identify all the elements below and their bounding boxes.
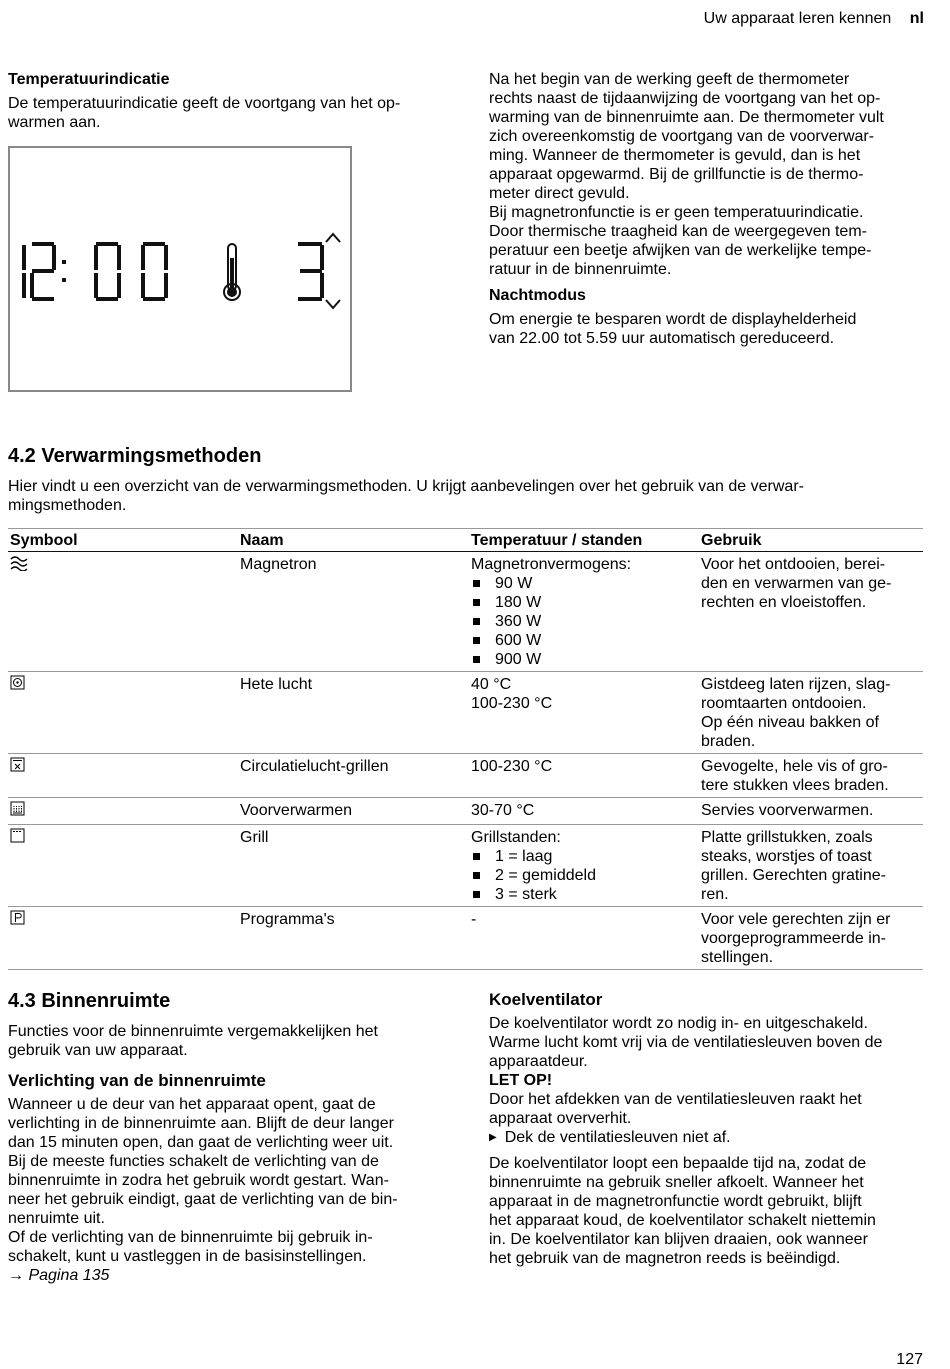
triangle-bullet-icon: ▶	[489, 1132, 497, 1143]
hot-air-icon	[10, 675, 26, 691]
page-header	[704, 10, 924, 28]
gebruik-line: tere stukken vlees braden.	[701, 777, 889, 794]
grill-icon	[10, 828, 26, 844]
lighting-line: nenruimte uit.	[8, 1210, 105, 1227]
digit-3	[298, 242, 324, 301]
temp-line: 40 °C	[471, 676, 512, 693]
lighting-line: neer het gebruik eindigt, gaat de verlichting van de bin-	[8, 1191, 398, 1208]
gebruik-line: Voor het ontdooien, berei-	[701, 556, 886, 573]
convection-grill-icon	[10, 757, 26, 773]
lighting-line: schakelt, kunt u vastleggen in de basisinstellingen.	[8, 1248, 367, 1265]
table-row	[8, 552, 923, 672]
temp-line: 100-230 °C	[471, 695, 553, 712]
col-naam: Naam	[238, 529, 469, 552]
header-language: nl	[909, 10, 924, 27]
temp-line: Grillstanden:	[471, 829, 561, 846]
lighting-line: verlichting in de binnenruimte aan. Blijft de deur langer	[8, 1115, 395, 1132]
gebruik-line: steaks, worstjes of toast	[701, 848, 872, 865]
table-header-row	[8, 529, 923, 552]
lighting-line: dan 15 minuten open, dan gaat de verlichting weer uit.	[8, 1134, 394, 1151]
preheat-icon	[10, 801, 26, 817]
list-item: 360 W	[471, 612, 697, 631]
temp-intro-line1: De temperatuurindicatie geeft de voortgang van het op-	[8, 95, 401, 112]
chevron-up-icon	[326, 234, 340, 242]
warning-title: LET OP!	[489, 1072, 553, 1089]
temp-right-line: Bij magnetronfunctie is er geen temperatuurindicatie.	[489, 204, 864, 221]
lighting-text	[8, 1095, 398, 1285]
table-row	[8, 754, 923, 798]
fan-line: binnenruimte na gebruik sneller afkoelt. Wanneer het	[489, 1174, 864, 1191]
gebruik-cell	[699, 552, 923, 672]
naam-cell: Magnetron	[238, 552, 469, 672]
gebruik-cell	[699, 825, 923, 907]
gebruik-cell	[699, 907, 923, 970]
gebruik-line: Op één niveau bakken of	[701, 714, 879, 731]
gebruik-line: grillen. Gerechten gratine-	[701, 867, 886, 884]
temp-right-line: apparaat opgewarmd. Bij de grillfunctie is de thermo-	[489, 166, 864, 183]
naam-cell: Hete lucht	[238, 672, 469, 754]
temp-right-line: ratuur in de binnenruimte.	[489, 261, 672, 278]
gebruik-line: Servies voorverwarmen.	[701, 802, 874, 819]
microwave-icon	[10, 555, 28, 571]
list-item: 900 W	[471, 650, 697, 669]
action-text: Dek de ventilatiesleuven niet af.	[504, 1129, 731, 1146]
night-line: van 22.00 tot 5.59 uur automatisch gereduceerd.	[489, 330, 835, 347]
symbol-cell	[8, 798, 238, 825]
temp-cell	[469, 907, 699, 970]
thermometer-icon	[224, 244, 240, 300]
fan-line: het gebruik van de magnetron reeds is beëindigd.	[489, 1250, 841, 1267]
digit-1	[22, 245, 26, 298]
temp-line: Magnetronvermogens:	[471, 556, 632, 573]
temp-title: Temperatuurindicatie	[8, 71, 170, 88]
digit-0a	[94, 242, 121, 301]
temp-line: -	[471, 911, 477, 928]
temp-right-line: Na het begin van de werking geeft de thermometer	[489, 71, 850, 88]
gebruik-line: roomtaarten ontdooien.	[701, 695, 867, 712]
lighting-line: binnenruimte in zodra het gebruik wordt gestart. Wan-	[8, 1172, 389, 1189]
list-item: 1 = laag	[471, 847, 697, 866]
gebruik-line: voorgeprogrammeerde in-	[701, 930, 886, 947]
temp-cell	[469, 825, 699, 907]
digit-2	[30, 242, 56, 301]
temp-cell	[469, 798, 699, 825]
temp-right-line: zich overeenkomstig de voortgang van de voorverwar-	[489, 128, 875, 145]
intro-line: Functies voor de binnenruimte vergemakkelijken het	[8, 1023, 378, 1040]
gebruik-line: Voor vele gerechten zijn er	[701, 911, 891, 928]
arrow-right-icon: →	[8, 1267, 24, 1284]
gebruik-line: ren.	[701, 886, 729, 903]
temp-cell	[469, 672, 699, 754]
grill-level-list	[471, 847, 697, 904]
fan-line: De koelventilator wordt zo nodig in- en uitgeschakeld.	[489, 1015, 868, 1032]
section-4-3-title: 4.3 Binnenruimte	[8, 990, 171, 1012]
warning-line: Door het afdekken van de ventilatiesleuven raakt het	[489, 1091, 862, 1108]
table-row	[8, 798, 923, 825]
section-4-2-title: 4.2 Verwarmingsmethoden	[8, 445, 262, 467]
page-reference[interactable]	[8, 1266, 398, 1285]
symbol-cell	[8, 754, 238, 798]
gebruik-line: Platte grillstukken, zoals	[701, 829, 873, 846]
list-item: 180 W	[471, 593, 697, 612]
list-item: 90 W	[471, 574, 697, 593]
gebruik-cell	[699, 754, 923, 798]
temp-right-line: peratuur een beetje afwijken van de werkelijke tempe-	[489, 242, 872, 259]
temp-right-line: rechts naast de tijdaanwijzing de voortgang van het op-	[489, 90, 881, 107]
night-mode-text	[489, 310, 856, 348]
temp-right-line: ming. Wanneer de thermometer is gevuld, dan is het	[489, 147, 861, 164]
night-mode-title: Nachtmodus	[489, 287, 586, 304]
fan-line: in. De koelventilator kan blijven draaien, ook wanneer	[489, 1231, 868, 1248]
heating-methods-table	[8, 528, 923, 970]
naam-cell: Circulatielucht-grillen	[238, 754, 469, 798]
page-reference-link[interactable]: Pagina 135	[28, 1267, 110, 1284]
temp-line: 30-70 °C	[471, 802, 535, 819]
chevron-down-icon	[326, 300, 340, 308]
intro-line: gebruik van uw apparaat.	[8, 1042, 188, 1059]
naam-cell: Voorverwarmen	[238, 798, 469, 825]
gebruik-cell	[699, 672, 923, 754]
symbol-cell	[8, 825, 238, 907]
table-row	[8, 907, 923, 970]
temp-intro-line2: warmen aan.	[8, 114, 101, 131]
naam-cell: Programma's	[238, 907, 469, 970]
fan-line: De koelventilator loopt een bepaalde tijd na, zodat de	[489, 1155, 867, 1172]
symbol-cell	[8, 907, 238, 970]
section-4-3-intro	[8, 1022, 378, 1060]
fan-line: apparaat in de magnetronfunctie wordt gebruikt, blijft	[489, 1193, 862, 1210]
gebruik-line: Gistdeeg laten rijzen, slag-	[701, 676, 891, 693]
section-4-2-intro-line2: mingsmethoden.	[8, 497, 127, 514]
temp-right-line: Door thermische traagheid kan de weergegeven tem-	[489, 223, 867, 240]
fan-title: Koelventilator	[489, 990, 603, 1009]
fan-line: apparaatdeur.	[489, 1053, 588, 1070]
temp-line: 100-230 °C	[471, 758, 553, 775]
gebruik-line: Gevogelte, hele vis of gro-	[701, 758, 888, 775]
fan-line: het apparaat koud, de koelventilator schakelt niettemin	[489, 1212, 876, 1229]
temp-right-text	[489, 70, 884, 279]
list-item: 2 = gemiddeld	[471, 866, 697, 885]
temp-right-line: meter direct gevuld.	[489, 185, 630, 202]
action-item	[489, 1128, 882, 1149]
fan-line: Warme lucht komt vrij via de ventilatiesleuven boven de	[489, 1034, 883, 1051]
gebruik-cell	[699, 798, 923, 825]
display-svg	[10, 148, 350, 390]
col-symbool: Symbool	[8, 529, 238, 552]
display-illustration	[8, 146, 352, 392]
list-item: 600 W	[471, 631, 697, 650]
table-row	[8, 825, 923, 907]
gebruik-line: rechten en vloeistoffen.	[701, 594, 867, 611]
table-row	[8, 672, 923, 754]
lighting-line: Wanneer u de deur van het apparaat opent, gaat de	[8, 1096, 376, 1113]
col-temperatuur: Temperatuur / standen	[469, 529, 699, 552]
colon	[62, 260, 66, 282]
program-icon	[10, 910, 26, 926]
night-line: Om energie te besparen wordt de displayhelderheid	[489, 311, 857, 328]
col-gebruik: Gebruik	[699, 529, 923, 552]
gebruik-line: den en verwarmen van ge-	[701, 575, 892, 592]
symbol-cell	[8, 672, 238, 754]
page-number: 127	[896, 1351, 923, 1368]
temp-cell	[469, 754, 699, 798]
naam-cell: Grill	[238, 825, 469, 907]
fan-text-1	[489, 1014, 882, 1149]
section-4-2-intro-line1: Hier vindt u een overzicht van de verwarmingsmethoden. U krijgt aanbevelingen over het gebruik van de verwar-	[8, 478, 804, 495]
header-section-title: Uw apparaat leren kennen	[703, 10, 892, 27]
lighting-line: Bij de meeste functies schakelt de verlichting van de	[8, 1153, 379, 1170]
temp-cell	[469, 552, 699, 672]
list-item: 3 = sterk	[471, 885, 697, 904]
gebruik-line: stellingen.	[701, 949, 774, 966]
lighting-title: Verlichting van de binnenruimte	[8, 1071, 266, 1090]
symbol-cell	[8, 552, 238, 672]
temp-right-line: warming van de binnenruimte aan. De thermometer vult	[489, 109, 884, 126]
gebruik-line: braden.	[701, 733, 756, 750]
fan-text-2	[489, 1154, 876, 1268]
digit-0b	[141, 242, 168, 301]
power-list	[471, 574, 697, 669]
lighting-line: Of de verlichting van de binnenruimte bij gebruik in-	[8, 1229, 373, 1246]
warning-line: apparaat oververhit.	[489, 1110, 632, 1127]
